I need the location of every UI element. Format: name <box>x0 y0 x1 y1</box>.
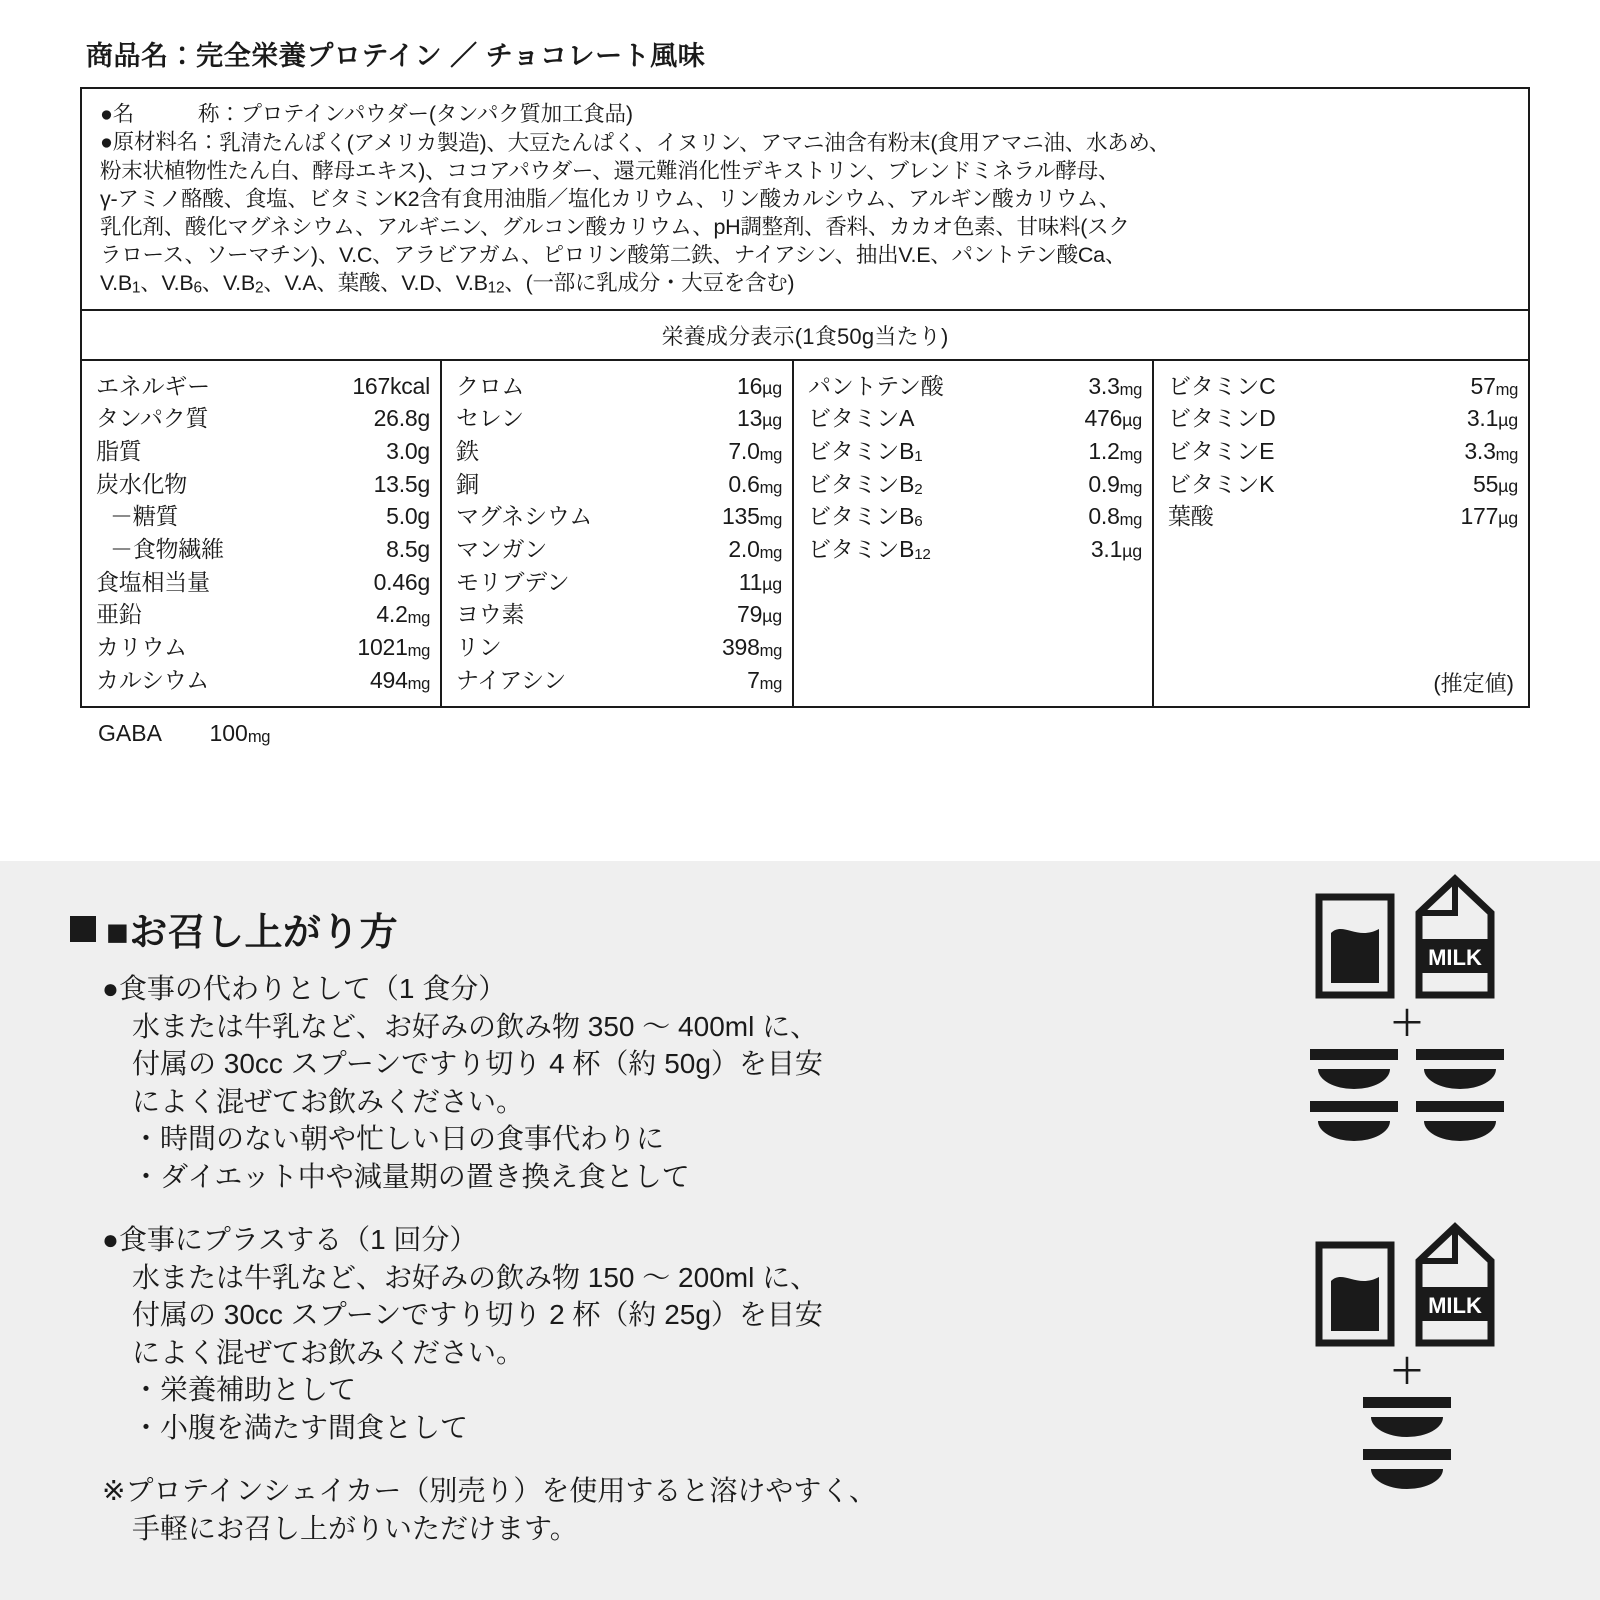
product-name-label: ●名 称： <box>100 102 241 126</box>
nutrient-row: ビタミンB2 0.9mg <box>808 470 1142 498</box>
ingredients-label: ●原材料名： <box>100 129 220 154</box>
usage-bullet: ・小腹を満たす間食として <box>132 1411 469 1443</box>
scoop-icon <box>1414 1099 1506 1145</box>
usage-bullet: ・栄養補助として <box>132 1374 357 1406</box>
gaba-value: 100mg <box>209 720 271 747</box>
milk-carton-label: MILK <box>1428 1293 1482 1318</box>
nutrient-row: モリブデン 11µg <box>456 568 782 595</box>
nutrient-row: ビタミンA 476µg <box>808 405 1142 432</box>
product-name-value: プロテインパウダー(タンパク質加工食品) <box>240 102 633 126</box>
scoop-icon <box>1308 1099 1400 1145</box>
serving-illustration-meal <box>1292 873 1522 1145</box>
usage-heading: ●食事にプラスする（1 回分） <box>102 1224 478 1256</box>
label-box <box>80 87 1530 708</box>
square-bullet-icon <box>70 916 96 942</box>
nutrient-row: カルシウム 494mg <box>96 666 430 693</box>
product-name-row <box>100 101 1514 129</box>
nutrient-row: 葉酸 177µg <box>1168 503 1518 530</box>
nutrition-column-2 <box>442 361 794 707</box>
nutrition-column-1 <box>82 361 442 707</box>
nutrition-column-4 <box>1154 361 1528 707</box>
scoop-icon <box>1414 1047 1506 1093</box>
ingredients-line: 乳清たんぱく(アメリカ製造)、大豆たんぱく、イヌリン、アマニ油含有粉末(食用アマニ油、水あめ、 <box>219 130 1171 155</box>
drink-icons-row <box>1292 1221 1522 1349</box>
estimate-note: (推定値) <box>1433 671 1514 697</box>
nutrient-row: マンガン 2.0mg <box>456 535 782 562</box>
nutrient-row: ヨウ素 79µg <box>456 601 782 628</box>
nutrient-row: パントテン酸 3.3mg <box>808 372 1142 399</box>
nutrition-facts-header: 栄養成分表示(1食50g当たり) <box>82 311 1528 361</box>
ingredients-line: 粉末状植物性たん白、酵母エキス)、ココアパウダー、還元難消化性デキストリン、ブレンドミネラル酵母、 <box>100 158 1120 183</box>
usage-body <box>70 970 1200 1547</box>
nutrition-label-section <box>0 0 1600 747</box>
usage-note-line: 手軽にお召し上がりいただけます。 <box>132 1512 578 1544</box>
ingredients-line: 乳化剤、酸化マグネシウム、アルギニン、グルコン酸カリウム、pH調整剤、香料、カカオ色素、甘味料(スク <box>100 215 1130 240</box>
usage-line: によく混ぜてお飲みください。 <box>132 1085 525 1117</box>
usage-line: 水または牛乳など、お好みの飲み物 150 〜 200ml に、 <box>132 1261 819 1293</box>
usage-note-line: ※プロテインシェイカー（別売り）を使用すると溶けやすく、 <box>102 1475 877 1507</box>
nutrient-row: －食物繊維 8.5g <box>110 535 430 562</box>
nutrient-row: ビタミンB1 1.2mg <box>808 438 1142 465</box>
milk-carton-icon <box>1409 1221 1501 1349</box>
scoop-icons-row-top <box>1292 1395 1522 1441</box>
nutrient-row: 炭水化物 13.5g <box>96 470 430 497</box>
nutrient-row: エネルギー 167kcal <box>96 372 430 399</box>
nutrient-row: ビタミンD 3.1µg <box>1168 405 1518 432</box>
nutrition-facts-columns <box>82 361 1528 707</box>
usage-line: 付属の 30cc スプーンですり切り 4 杯（約 50g）を目安 <box>132 1048 823 1080</box>
nutrient-row: －糖質 5.0g <box>110 503 430 530</box>
nutrient-row: 亜鉛 4.2mg <box>96 601 430 628</box>
ingredients-line: V.B1、V.B6、V.B2、V.A、葉酸、V.D、V.B12、(一部に乳成分・大豆を含む) <box>100 271 795 297</box>
nutrient-row: カリウム 1021mg <box>96 633 430 660</box>
usage-bullet: ・時間のない朝や忙しい日の食事代わりに <box>132 1123 665 1155</box>
scoop-icons-row-top <box>1292 1047 1522 1093</box>
name-and-ingredients-block <box>82 89 1528 311</box>
milk-carton-icon <box>1409 873 1501 1001</box>
usage-title-text: ■お召し上がり方 <box>106 912 398 954</box>
ingredients-row <box>100 129 1514 157</box>
nutrient-row: ビタミンK 55µg <box>1168 470 1518 497</box>
nutrient-row: クロム 16µg <box>456 372 782 399</box>
nutrient-row: ビタミンB12 3.1µg <box>808 535 1142 563</box>
nutrient-row: 鉄 7.0mg <box>456 438 782 464</box>
nutrient-row: マグネシウム 135mg <box>456 503 782 530</box>
serving-illustration-supplement <box>1292 1221 1522 1493</box>
scoop-icons-row-bottom <box>1292 1447 1522 1493</box>
usage-block-supplement <box>70 1221 1200 1446</box>
usage-heading: ●食事の代わりとして（1 食分） <box>102 973 507 1004</box>
usage-bullet: ・ダイエット中や減量期の置き換え食として <box>132 1160 690 1192</box>
nutrient-row: ビタミンC 57mg <box>1168 372 1518 399</box>
scoop-icon <box>1361 1447 1453 1493</box>
usage-line: 付属の 30cc スプーンですり切り 2 杯（約 25g）を目安 <box>132 1299 823 1331</box>
nutrient-row: ナイアシン 7mg <box>456 666 782 693</box>
page-title: 商品名：完全栄養プロテイン ／ チョコレート風味 <box>86 41 706 71</box>
nutrient-row: 脂質 3.0g <box>96 438 430 464</box>
gaba-name: GABA <box>98 720 161 747</box>
drink-icons-row <box>1292 873 1522 1001</box>
scoop-icons-row-bottom <box>1292 1099 1522 1145</box>
usage-line: によく混ぜてお飲みください。 <box>132 1336 525 1368</box>
glass-icon <box>1313 1239 1397 1349</box>
gaba-row <box>80 708 1530 747</box>
scoop-icon <box>1361 1395 1453 1441</box>
scoop-icon <box>1308 1047 1400 1093</box>
ingredients-line: ラロース、ソーマチン)、V.C、アラビアガム、ピロリン酸第二鉄、ナイアシン、抽出V.E、パントテン酸Ca、 <box>100 243 1127 268</box>
milk-carton-label: MILK <box>1428 945 1482 970</box>
plus-icon: ＋ <box>1390 1005 1424 1043</box>
glass-icon <box>1313 891 1397 1001</box>
nutrition-column-3 <box>794 361 1154 707</box>
nutrient-row: リン 398mg <box>456 633 782 660</box>
nutrient-row: タンパク質 26.8g <box>96 405 430 432</box>
nutrient-row: ビタミンE 3.3mg <box>1168 438 1518 464</box>
usage-section <box>0 861 1600 1600</box>
usage-line: 水または牛乳など、お好みの飲み物 350 〜 400ml に、 <box>132 1010 819 1042</box>
plus-icon: ＋ <box>1390 1353 1424 1391</box>
nutrient-row: セレン 13µg <box>456 405 782 432</box>
ingredients-line: γ-アミノ酪酸、食塩、ビタミンK2含有食用油脂／塩化カリウム、リン酸カルシウム、アルギン酸カリウム、 <box>100 187 1120 212</box>
nutrient-row: 食塩相当量 0.46g <box>96 568 430 595</box>
usage-block-meal-replacement <box>70 970 1200 1195</box>
nutrient-row: ビタミンB6 0.8mg <box>808 503 1142 531</box>
nutrient-row: 銅 0.6mg <box>456 470 782 497</box>
